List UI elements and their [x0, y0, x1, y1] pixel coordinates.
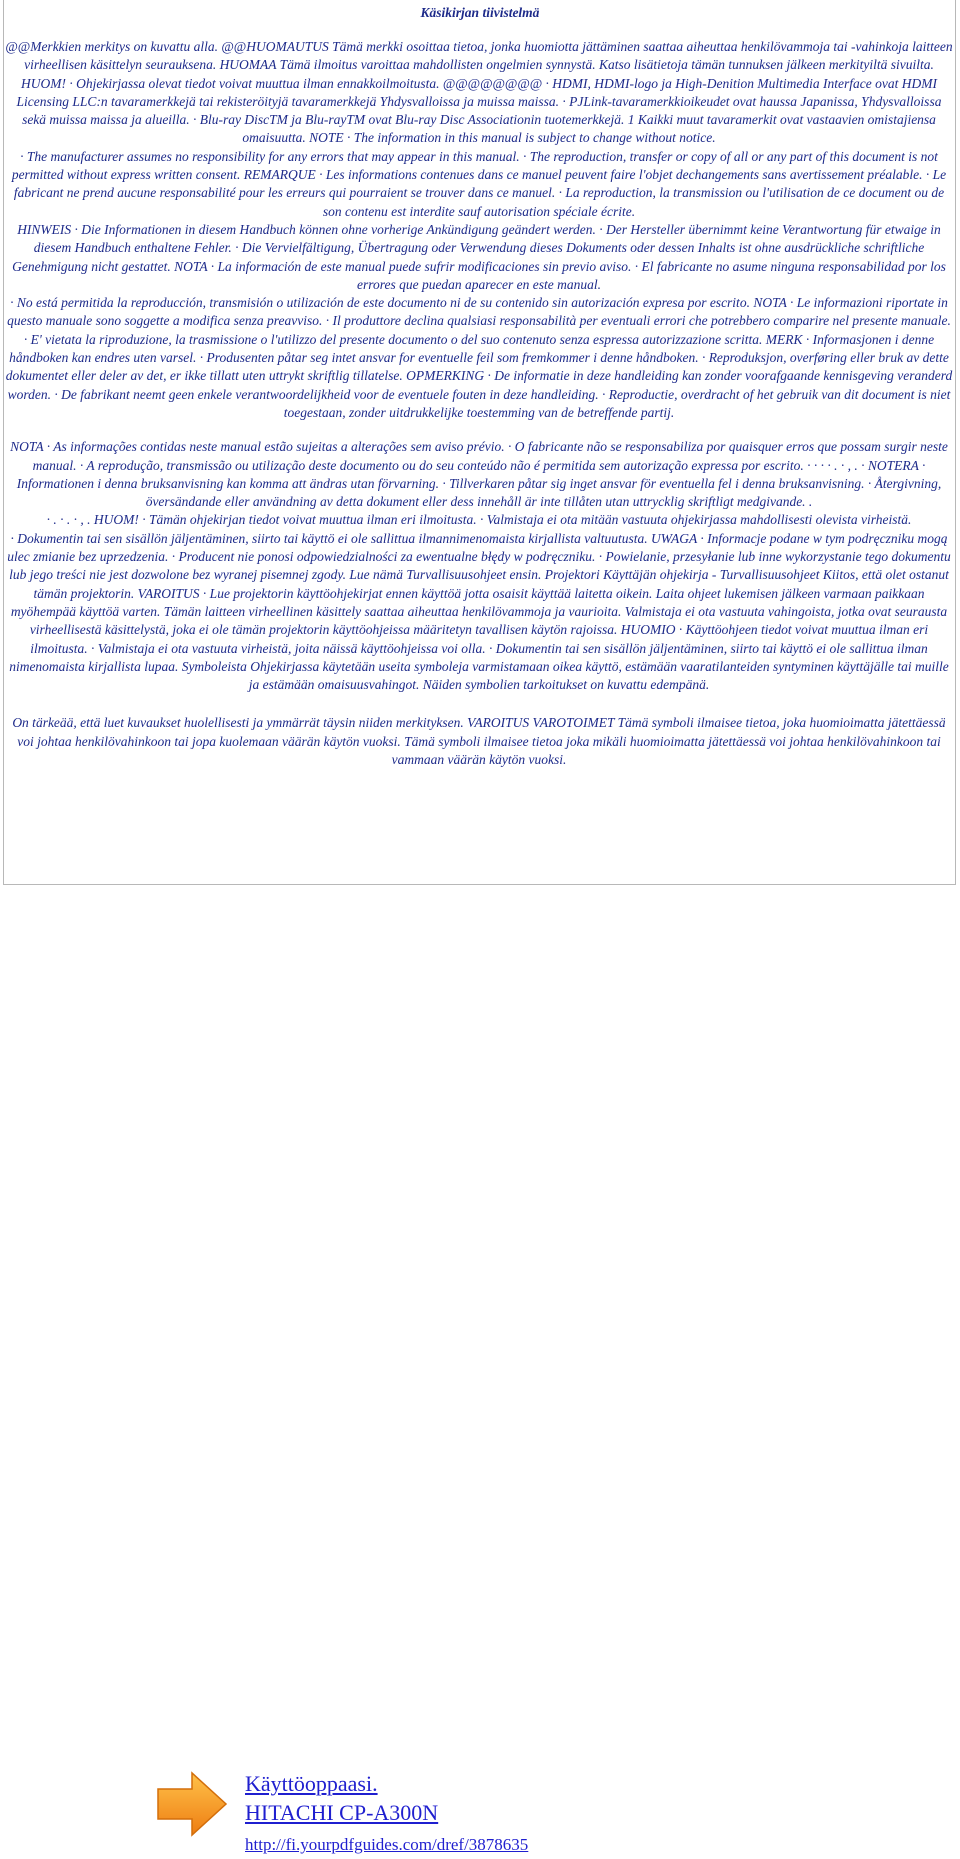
paragraph-symbols-meaning: On tärkeää, että luet kuvaukset huolellisesti ja ymmärrät täysin niiden merkityksen. VAROITUS VAROTOIMET Tämä symboli ilmaisee tietoa, joka huomioimatta jätettäessä voi johtaa henkilövahinkoon tai jopa kuolemaan väärän käytön vuoksi. Tämä symboli ilmaisee tietoa joka mikäli huomioimatta jätettäessä voi johtaa henkilövahinkoon tai vammaan väärän käytön vuoksi.	[12, 715, 946, 767]
paragraph-es-it-no-nl: · No está permitida la reproducción, transmisión o utilización de este documento ni de su contenido sin autorización expresa por escrito. NOTA · Le informazioni riportate in questo manuale sono soggette a modifica senza preavviso. · Il produttore declina qualsiasi responsabilità per eventuali errori che potrebbero comparire nel presente manuale. · E' vietata la riproduzione, la trasmissione o l'utilizzo del presente documento o del suo contenuto senza espressa autorizzazione scritta. MERK · Informasjonen i denne håndboken kan endres uten varsel. · Produsenten påtar seg intet ansvar for eventuelle feil som fremkommer i denne håndboken. · Reproduksjon, overføring eller bruk av dette dokumentet eller deler av det, er ikke tillatt uten uttrykt skriftlig tillatelse. OPMERKING · De informatie in deze handleiding kan zonder voorafgaande kennisgeving veranderd worden. · De fabrikant neemt geen enkele verantwoordelijkheid voor de eventuele fouten in deze handleiding. · Reproductie, overdracht of het gebruik van dit document is niet toegestaan, zonder uitdrukkelijke toestemming van de betreffende partij.	[5, 295, 953, 420]
download-url-link[interactable]: http://fi.yourpdfguides.com/dref/3878635	[245, 1835, 529, 1854]
paragraph-pl-fi-safety: · Dokumentin tai sen sisällön jäljentäminen, siirto tai käyttö ei ole sallittua ilmannimenomaista kirjallista valtuutusta. UWAGA · Informacje podane w tym podręczniku mogą ulec zmianie bez uprzedzenia. · Producent nie ponosi odpowiedzialności za ewentualne błędy w podręczniku. · Powielanie, przesyłanie lub inne wykorzystanie tego dokumentu lub jego treści nie jest dozwolone bez wyranej pisemnej zgody. Lue nämä Turvallisuusohjeet ensin. Projektori Käyttäjän ohjekirja - Turvallisuusohjeet Kiitos, että olet ostanut tämän projektorin. VAROITUS · Lue projektorin käyttöohjekirjat ennen käyttöä jotta osaisit käyttää laitetta oikein. Laita ohjeet lukemisen jälkeen varmaan paikkaan myöhempää käyttöä varten. Tämän laitteen virheellinen käsittely saattaa aiheuttaa henkilövammoja ja vaurioita. Valmistaja ei ota vastuuta vahingoista, jotka ovat seurausta virheellisestä käsittelystä, joka ei ole tämän projektorin käyttöohjeissa määritetyn tavallisen käytön rajoissa. HUOMIO · Käyttöohjeen tiedot voivat muuttua ilman eri ilmoitusta. · Valmistaja ei ota vastuuta virheistä, joita näissä käyttöohjeissa voi olla. · Dokumentin tai sen sisällön jäljentäminen, siirto tai käyttö ei ole sallittua ilman nimenomaista kirjallista lupaa. Symboleista Ohjekirjassa käytetään useita symboleja varmistamaan oikea käyttö, estämään vaaratilanteiden syntyminen käyttäjälle tai muille ja estämään omaisuusvahingot. Näiden symbolien tarkoitukset on kuvattu edempänä.	[7, 530, 951, 693]
manual-summary-text	[4, 38, 954, 769]
paragraph-symbols: @@Merkkien merkitys on kuvattu alla. @@HUOMAUTUS Tämä merkki osoittaa tietoa, jonka huomiotta jättäminen saattaa aiheuttaa henkilövammoja tai -vahinkoja laitteen virheellisen käsittelyn seurauksena. HUOMAA Tämä ilmoitus varoittaa mahdollisten ongelmien synnystä. Katso lisätietoja tämän tunnuksen jälkeen merkityiltä sivuilta. HUOM! · Ohjekirjassa olevat tiedot voivat muuttua ilman ennakkoilmoitusta. @@@@@@@@ · HDMI, HDMI-logo ja High-Denition Multimedia Interface ovat HDMI Licensing LLC:n tavaramerkkejä tai rekisteröityjä tavaramerkkejä Yhdysvalloissa ja muissa maissa. · PJLink-tavaramerkkioikeudet ovat haussa Japanissa, Yhdysvalloissa sekä muissa maissa ja alueilla. · Blu-ray DiscTM ja Blu-rayTM ovat Blu-ray Disc Associationin tuotemerkkejä. 1 Kaikki muut tavaramerkit ovat vastaavien omistajiensa omaisuutta. NOTE · The information in this manual is subject to change without notice.	[5, 39, 953, 146]
download-ad	[0, 885, 960, 1854]
product-link[interactable]: HITACHI CP-A300N	[245, 1800, 439, 1825]
paragraph-en-fr: · The manufacturer assumes no responsibility for any errors that may appear in this manual. · The reproduction, transfer or copy of all or any part of this document is not permitted without express written consent. REMARQUE · Les informations contenues dans ce manuel peuvent faire l'objet dechangements sans avertissement préalable. · Le fabricant ne prend aucune responsabilité pour les erreurs qui pourraient se trouver dans ce manuel. · La reproduction, la transmission ou l'utilisation de ce document ou de son contenu est interdite sauf autorisation spéciale écrite.	[11, 148, 947, 219]
guide-link[interactable]: Käyttöoppaasi.	[245, 1771, 378, 1796]
orange-arrow-icon	[152, 1769, 230, 1839]
paragraph-pt-sv: NOTA · As informações contidas neste manual estão sujeitas a alterações sem aviso prévio. · O fabricante não se responsabiliza por quaisquer erros que possam surgir neste manual. · A reprodução, transmissão ou utilização deste documento ou do seu conteúdo não é permitida sem autorização expressa por escrito. · · · · . · , . · NOTERA · Informationen i denna bruksanvisning kan komma att ändras utan förvarning. · Tillverkaren påtar sig inget ansvar för eventuella fel i denna bruksanvisning. · Återgivning, översändande eller användning av detta dokument eller dess innehåll är inte tillåten utan uttrycklig skriftligt medgivande. .	[10, 439, 948, 510]
paragraph-fi-huom: · . · . · , . HUOM! · Tämän ohjekirjan tiedot voivat muuttua ilman eri ilmoitusta. · Valmistaja ei ota mitään vastuuta ohjekirjassa mahdollisesti olevista virheistä.	[46, 512, 912, 528]
page-title: Käsikirjan tiivistelmä	[420, 5, 540, 20]
paragraph-de-es: HINWEIS · Die Informationen in diesem Handbuch können ohne vorherige Ankündigung geändert werden. · Der Hersteller übernimmt keine Verantwortung für etwaige in diesem Handbuch enthaltene Fehler. · Die Vervielfältigung, Übertragung oder Verwendung dieses Dokuments oder dessen Inhalts ist ohne ausdrückliche schriftliche Genehmigung nicht gestattet. NOTA · La información de este manual puede sufrir modificaciones sin previo aviso. · El fabricante no asume ninguna responsabilidad por los errores que puedan aparecer en este manual.	[12, 221, 946, 292]
